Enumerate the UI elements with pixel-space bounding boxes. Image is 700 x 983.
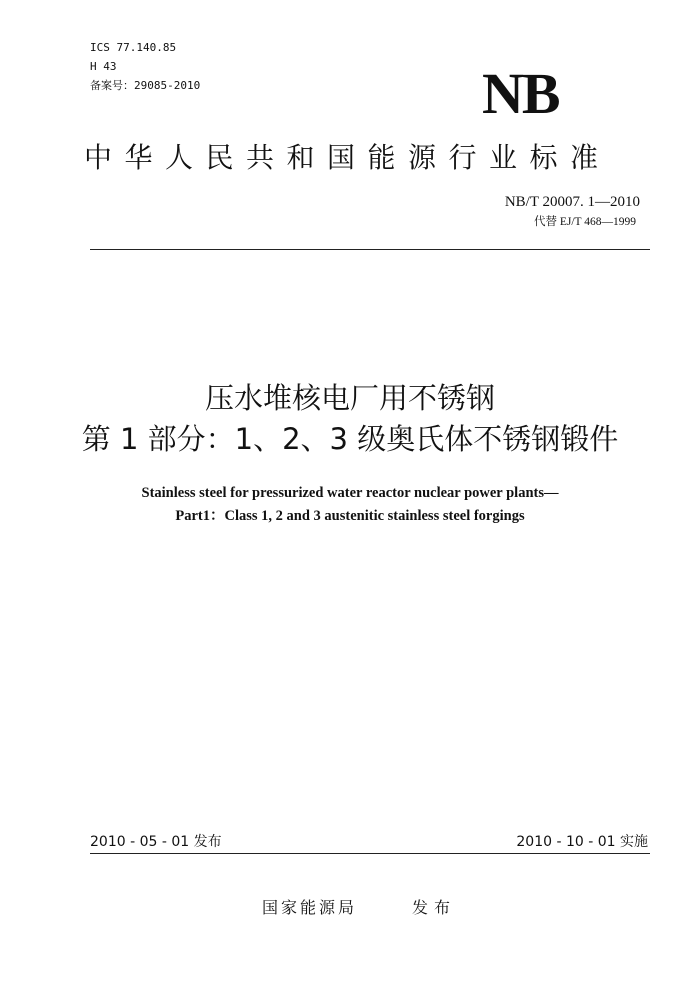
title-en-line2: Part1：Class 1, 2 and 3 austenitic stainless steel forgings	[175, 508, 525, 524]
publish-label: 发布	[412, 898, 457, 917]
title-cn-line2: 第 1 部分：1、2、3 级奥氏体不锈钢锻件	[81, 422, 619, 456]
implementation-date: 2010 - 10 - 01 实施	[516, 834, 648, 850]
record-number: 备案号：29085-2010	[90, 79, 201, 92]
ics-code: ICS 77.140.85	[90, 41, 177, 54]
publisher-name: 国家能源局	[262, 898, 358, 917]
issue-date: 2010 - 05 - 01 发布	[90, 834, 222, 850]
footer-divider	[90, 853, 650, 854]
standard-number: NB/T 20007. 1—2010	[504, 194, 640, 210]
title-en-line1: Stainless steel for pressurized water reactor nuclear power plants—	[141, 485, 559, 501]
replaces-standard: 代替 EJ/T 468—1999	[533, 216, 636, 228]
org-title: 中华人民共和国能源行业标准	[84, 141, 611, 174]
title-cn-line1: 压水堆核电厂用不锈钢	[204, 381, 495, 415]
class-code: H 43	[90, 60, 117, 73]
header-divider	[90, 249, 650, 250]
classification-block	[90, 38, 200, 95]
nb-logo: NB	[482, 61, 559, 126]
